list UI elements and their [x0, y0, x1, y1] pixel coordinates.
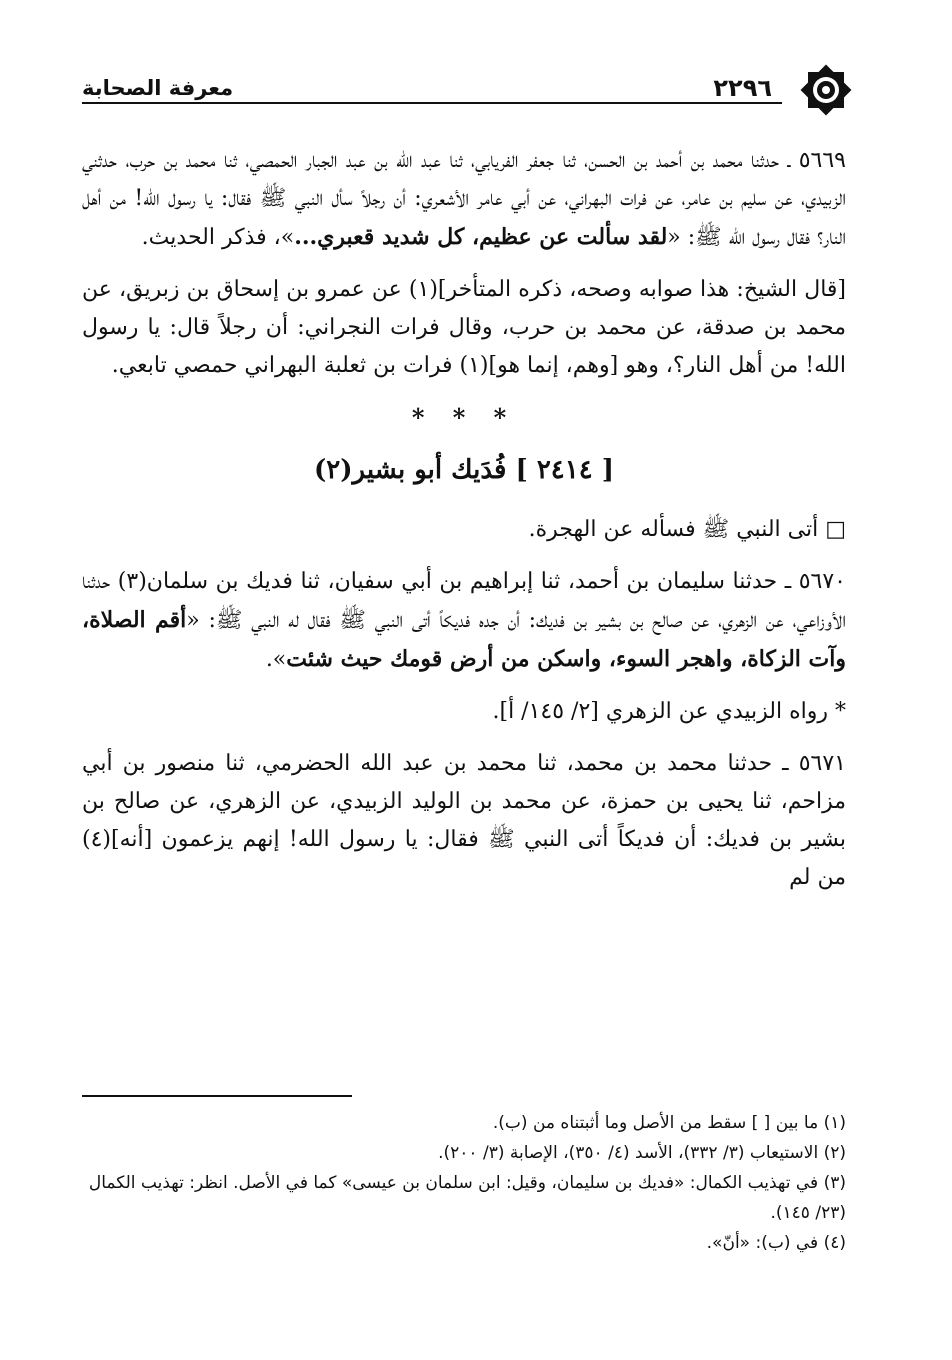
entry-summary: □ أتى النبي ﷺ فسأله عن الهجرة.	[528, 517, 846, 542]
main-text	[82, 142, 846, 911]
footnote-4: (٤) في (ب): «أنّ».	[706, 1233, 846, 1253]
page-number: ٢٢٩٦	[713, 74, 772, 102]
entry-heading: [ ٢٤١٤ ] فُدَيك أبو بشير(٢)	[313, 455, 615, 485]
narration-note: * رواه الزبيدي عن الزهري [٢/ ١٤٥/ أ].	[492, 699, 846, 724]
header-divider	[82, 102, 782, 104]
hadith-5670: ٥٦٧٠ ـ حدثنا سليمان بن أحمد، ثنا إبراهيم بن أبي سفيان، ثنا فديك بن سلمان(٣) حدثنا الأوزاعي، عن الزهري، عن صالح بن بشير بن فديك: أن جده فديكاً أتى النبي ﷺ فقال له النبي ﷺ: «أقم الصلاة، وآت الزكاة، واهجر السوء، واسكن من أرض قومك حيث شئت».	[82, 569, 846, 672]
footnote-3: (٣) في تهذيب الكمال: «فديك بن سليمان، وقيل: ابن سلمان بن عيسى» كما في الأصل. انظر: تهذيب الكمال (٢٣/ ١٤٥).	[88, 1173, 846, 1223]
footnote-1: (١) ما بين [ ] سقط من الأصل وما أثبتناه من (ب).	[492, 1113, 846, 1133]
running-title: معرفة الصحابة	[82, 76, 234, 100]
hadith-5669: ٥٦٦٩ ـ حدثنا محمد بن أحمد بن الحسن، ثنا جعفر الفريابي، ثنا عبد الله بن عبد الجبار الحمصي، ثنا محمد بن حرب، حدثني الزبيدي، عن سليم بن عامر، عن فرات البهراني، عن أبي عامر الأشعري: أن رجلاً سأل النبي ﷺ فقال: يا رسول الله! من أهل النار؟ فقال رسول الله ﷺ: «لقد سألت عن عظيم، كل شديد قعبري...»، فذكر الحديث.	[82, 148, 846, 250]
editor-note-paragraph: [قال الشيخ: هذا صوابه وصحه، ذكره المتأخر](١) عن عمرو بن إسحاق بن زبريق، عن محمد بن صدقة، عن محمد بن حرب، وقال فرات النجراني: أن رجلاً قال: يا رسول الله! من أهل النار؟، وهو [وهم، إنما هو](١) فرات بن ثعلبة البهراني حمصي تابعي.	[82, 277, 847, 378]
section-separator: * * *	[411, 403, 517, 432]
footnote-2: (٢) الاستيعاب (٣/ ٣٣٢)، الأسد (٤/ ٣٥٠)، الإصابة (٣/ ٢٠٠).	[438, 1143, 846, 1163]
footnote-divider	[82, 1095, 352, 1097]
octagram-ornament-icon	[798, 62, 854, 118]
hadith-5671: ٥٦٧١ ـ حدثنا محمد بن محمد، ثنا محمد بن عبد الله الحضرمي، ثنا منصور بن أبي مزاحم، ثنا يحيى بن حمزة، عن محمد بن الوليد الزبيدي، عن الزهري، عن صالح بن بشير بن فديك: أن فديكاً أتى النبي ﷺ فقال: يا رسول الله! إنهم يزعمون [أنه](٤) من لم	[82, 751, 846, 890]
footnotes	[82, 1108, 846, 1258]
